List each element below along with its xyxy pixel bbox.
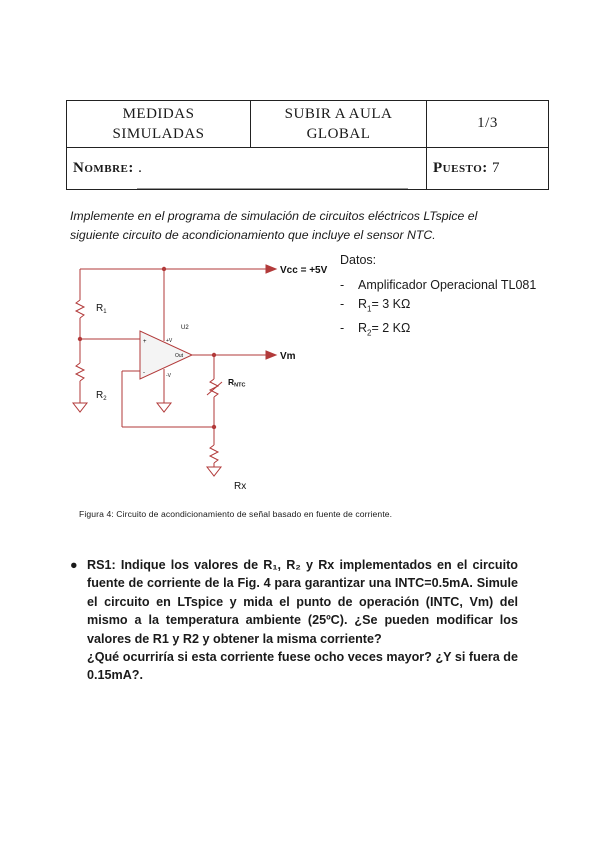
datos-dash: - bbox=[340, 297, 345, 311]
r1-resistor bbox=[76, 300, 84, 318]
datos-item-sub: 2 bbox=[367, 328, 372, 337]
ground-icon bbox=[207, 467, 221, 476]
r1-label: $R_1$ bbox=[96, 303, 107, 315]
vm-arrow-icon bbox=[266, 351, 276, 359]
title-mid-line1: SUBIR A AULA bbox=[284, 105, 393, 122]
rx-resistor bbox=[210, 445, 218, 463]
datos-item bbox=[340, 276, 536, 295]
rntc-label: RNTC bbox=[228, 377, 246, 389]
vcc-label: Vcc = +5V bbox=[280, 265, 328, 276]
question-line1: Indique los valores de R₁, R₂ y Rx implementados en el circuito fuente de corriente de la Fig. 4 para garantizar una INTC=0.5mA. Simule el circuito en LTspice y mida el punto de operación (INTC, Vm) del mismo a la temperatura ambiente (25ºC). ¿Se pueden modificar los valores de R1 y R2 y obtener la misma corriente? bbox=[87, 558, 518, 646]
page-number: 1/3 bbox=[427, 101, 549, 148]
question-label: RS1: bbox=[87, 558, 116, 572]
intro-text: Implemente en el programa de simulación de circuitos eléctricos LTspice el siguiente circuito de acondicionamiento que incluye el sensor NTC. bbox=[70, 209, 478, 242]
datos-item-label: R bbox=[358, 320, 368, 335]
r2-resistor bbox=[76, 363, 84, 381]
header-table bbox=[66, 100, 549, 190]
datos-item-label: R bbox=[358, 297, 368, 311]
puesto-cell bbox=[427, 147, 549, 189]
nombre-label: Nombre: bbox=[73, 159, 134, 176]
vcc-arrow-icon bbox=[266, 265, 276, 273]
datos-title: Datos: bbox=[340, 253, 377, 267]
nombre-value[interactable]: . bbox=[138, 159, 143, 176]
datos-item-text: = 3 KΩ bbox=[371, 297, 411, 311]
title-left-cell bbox=[67, 101, 251, 148]
ground-icon bbox=[73, 403, 87, 412]
puesto-label: Puesto: bbox=[433, 159, 488, 176]
datos-item bbox=[340, 319, 536, 343]
question-line2: ¿Qué ocurriría si esta corriente fuese ocho veces mayor? ¿Y si fuera de 0.15mA?. bbox=[87, 650, 518, 683]
nombre-cell bbox=[67, 147, 427, 189]
opamp-neg-supply-label: -V bbox=[166, 373, 171, 379]
datos-list bbox=[340, 276, 536, 342]
title-mid-line2: GLOBAL bbox=[306, 125, 371, 142]
figure-caption: Figura 4: Circuito de acondicionamiento de señal basado en fuente de corriente. bbox=[79, 509, 393, 519]
opamp-out-label: Out bbox=[175, 353, 184, 359]
title-left-line1: MEDIDAS bbox=[122, 105, 195, 122]
question-block bbox=[70, 556, 518, 685]
puesto-value: 7 bbox=[492, 159, 501, 176]
title-mid-cell bbox=[251, 101, 427, 148]
ground-icon bbox=[157, 403, 171, 412]
datos-item bbox=[340, 295, 536, 319]
u2-label: U2 bbox=[181, 325, 189, 331]
junction-dot bbox=[212, 353, 216, 357]
datos-item-text: = 2 KΩ bbox=[371, 320, 411, 335]
rntc-resistor bbox=[210, 379, 218, 397]
opamp-plus-label: + bbox=[143, 339, 147, 345]
nombre-underline bbox=[137, 188, 408, 189]
datos-item-sub: 1 bbox=[367, 304, 372, 314]
opamp-minus-label: - bbox=[143, 370, 145, 376]
opamp-pos-supply-label: +V bbox=[166, 338, 173, 344]
datos-item-text: Amplificador Operacional TL081 bbox=[358, 278, 537, 292]
bullet-icon: ● bbox=[70, 558, 78, 572]
datos-dash: - bbox=[340, 278, 345, 292]
datos-block bbox=[340, 251, 536, 342]
rx-label: Rx bbox=[234, 481, 247, 492]
r2-label: $R_2$ bbox=[96, 390, 107, 402]
vm-label: Vm bbox=[280, 351, 296, 362]
junction-dot bbox=[78, 337, 82, 341]
datos-dash: - bbox=[340, 320, 345, 335]
title-left-line2: SIMULADAS bbox=[112, 125, 205, 142]
junction-dot bbox=[212, 425, 216, 429]
circuit-diagram bbox=[66, 255, 346, 495]
junction-dot bbox=[162, 267, 166, 271]
